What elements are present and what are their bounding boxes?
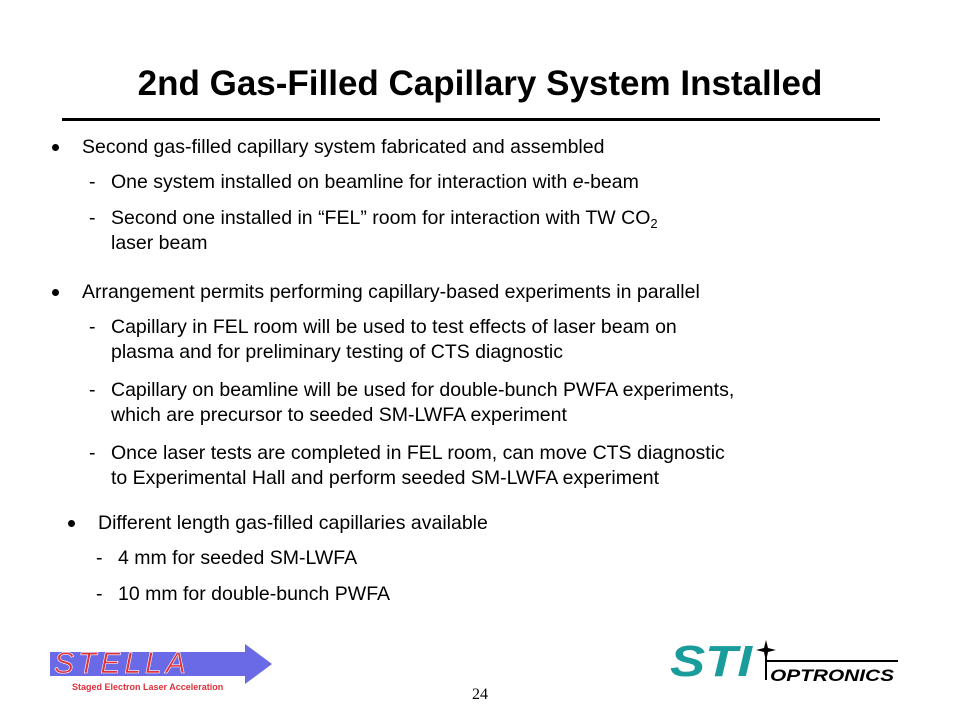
sti-logo-word: STI: [670, 637, 753, 686]
sub-text-line2: laser beam: [111, 232, 208, 254]
sub-text-line1: Capillary on beamline will be used for double-bunch PWFA experiments,: [111, 379, 735, 401]
sub-text: [111, 206, 658, 256]
bullet-text: Arrangement permits performing capillary-based experiments in parallel: [82, 281, 700, 303]
bullet-dot-icon: [52, 289, 59, 296]
sub-text-line2: plasma and for preliminary testing of CTS diagnostic: [111, 341, 563, 363]
sti-logo-sub: OPTRONICS: [770, 666, 895, 685]
sub-text: [111, 378, 734, 428]
stella-logo-word: STELLA: [54, 647, 190, 680]
sub-text-italic: e: [572, 171, 584, 193]
stella-logo-caption: Staged Electron Laser Acceleration: [72, 682, 224, 692]
sub-dash: -: [96, 583, 103, 605]
sub-text-suffix: -beam: [583, 171, 639, 193]
subscript: 2: [650, 216, 658, 231]
bullet-text: Different length gas-filled capillaries available: [98, 512, 488, 534]
sub-dash: -: [89, 379, 96, 401]
sub-text: 10 mm for double-bunch PWFA: [118, 583, 391, 605]
title-underline: [62, 118, 880, 121]
sub-dash: -: [89, 316, 96, 338]
page-number: 24: [472, 686, 488, 703]
sub-dash: -: [89, 207, 96, 229]
bullet-dot-icon: [68, 520, 75, 527]
sub-dash: -: [89, 442, 96, 464]
bullet-dot-icon: [52, 144, 59, 151]
sub-text-line1-main: Second one installed in “FEL” room for interaction with TW CO: [111, 207, 651, 229]
sub-text-line2: which are precursor to seeded SM-LWFA experiment: [111, 404, 567, 426]
sub-text-line1: Once laser tests are completed in FEL room, can move CTS diagnostic: [111, 442, 725, 464]
sub-text-line1: [111, 206, 658, 231]
sub-text: [111, 441, 725, 491]
sub-text-line1: Capillary in FEL room will be used to test effects of laser beam on: [111, 316, 677, 338]
sub-text: [111, 170, 639, 195]
bullet-text: Second gas-filled capillary system fabricated and assembled: [82, 136, 605, 158]
sub-text: [111, 315, 677, 365]
sub-dash: -: [89, 171, 96, 193]
sub-text: 4 mm for seeded SM-LWFA: [118, 547, 358, 569]
sub-dash: -: [96, 547, 103, 569]
stella-logo: [40, 640, 280, 692]
sti-optronics-logo: [670, 636, 902, 686]
sub-text-prefix: One system installed on beamline for interaction with: [111, 171, 573, 193]
sub-text-line2: to Experimental Hall and perform seeded SM-LWFA experiment: [111, 467, 660, 489]
slide-title: 2nd Gas-Filled Capillary System Installed: [137, 64, 823, 103]
